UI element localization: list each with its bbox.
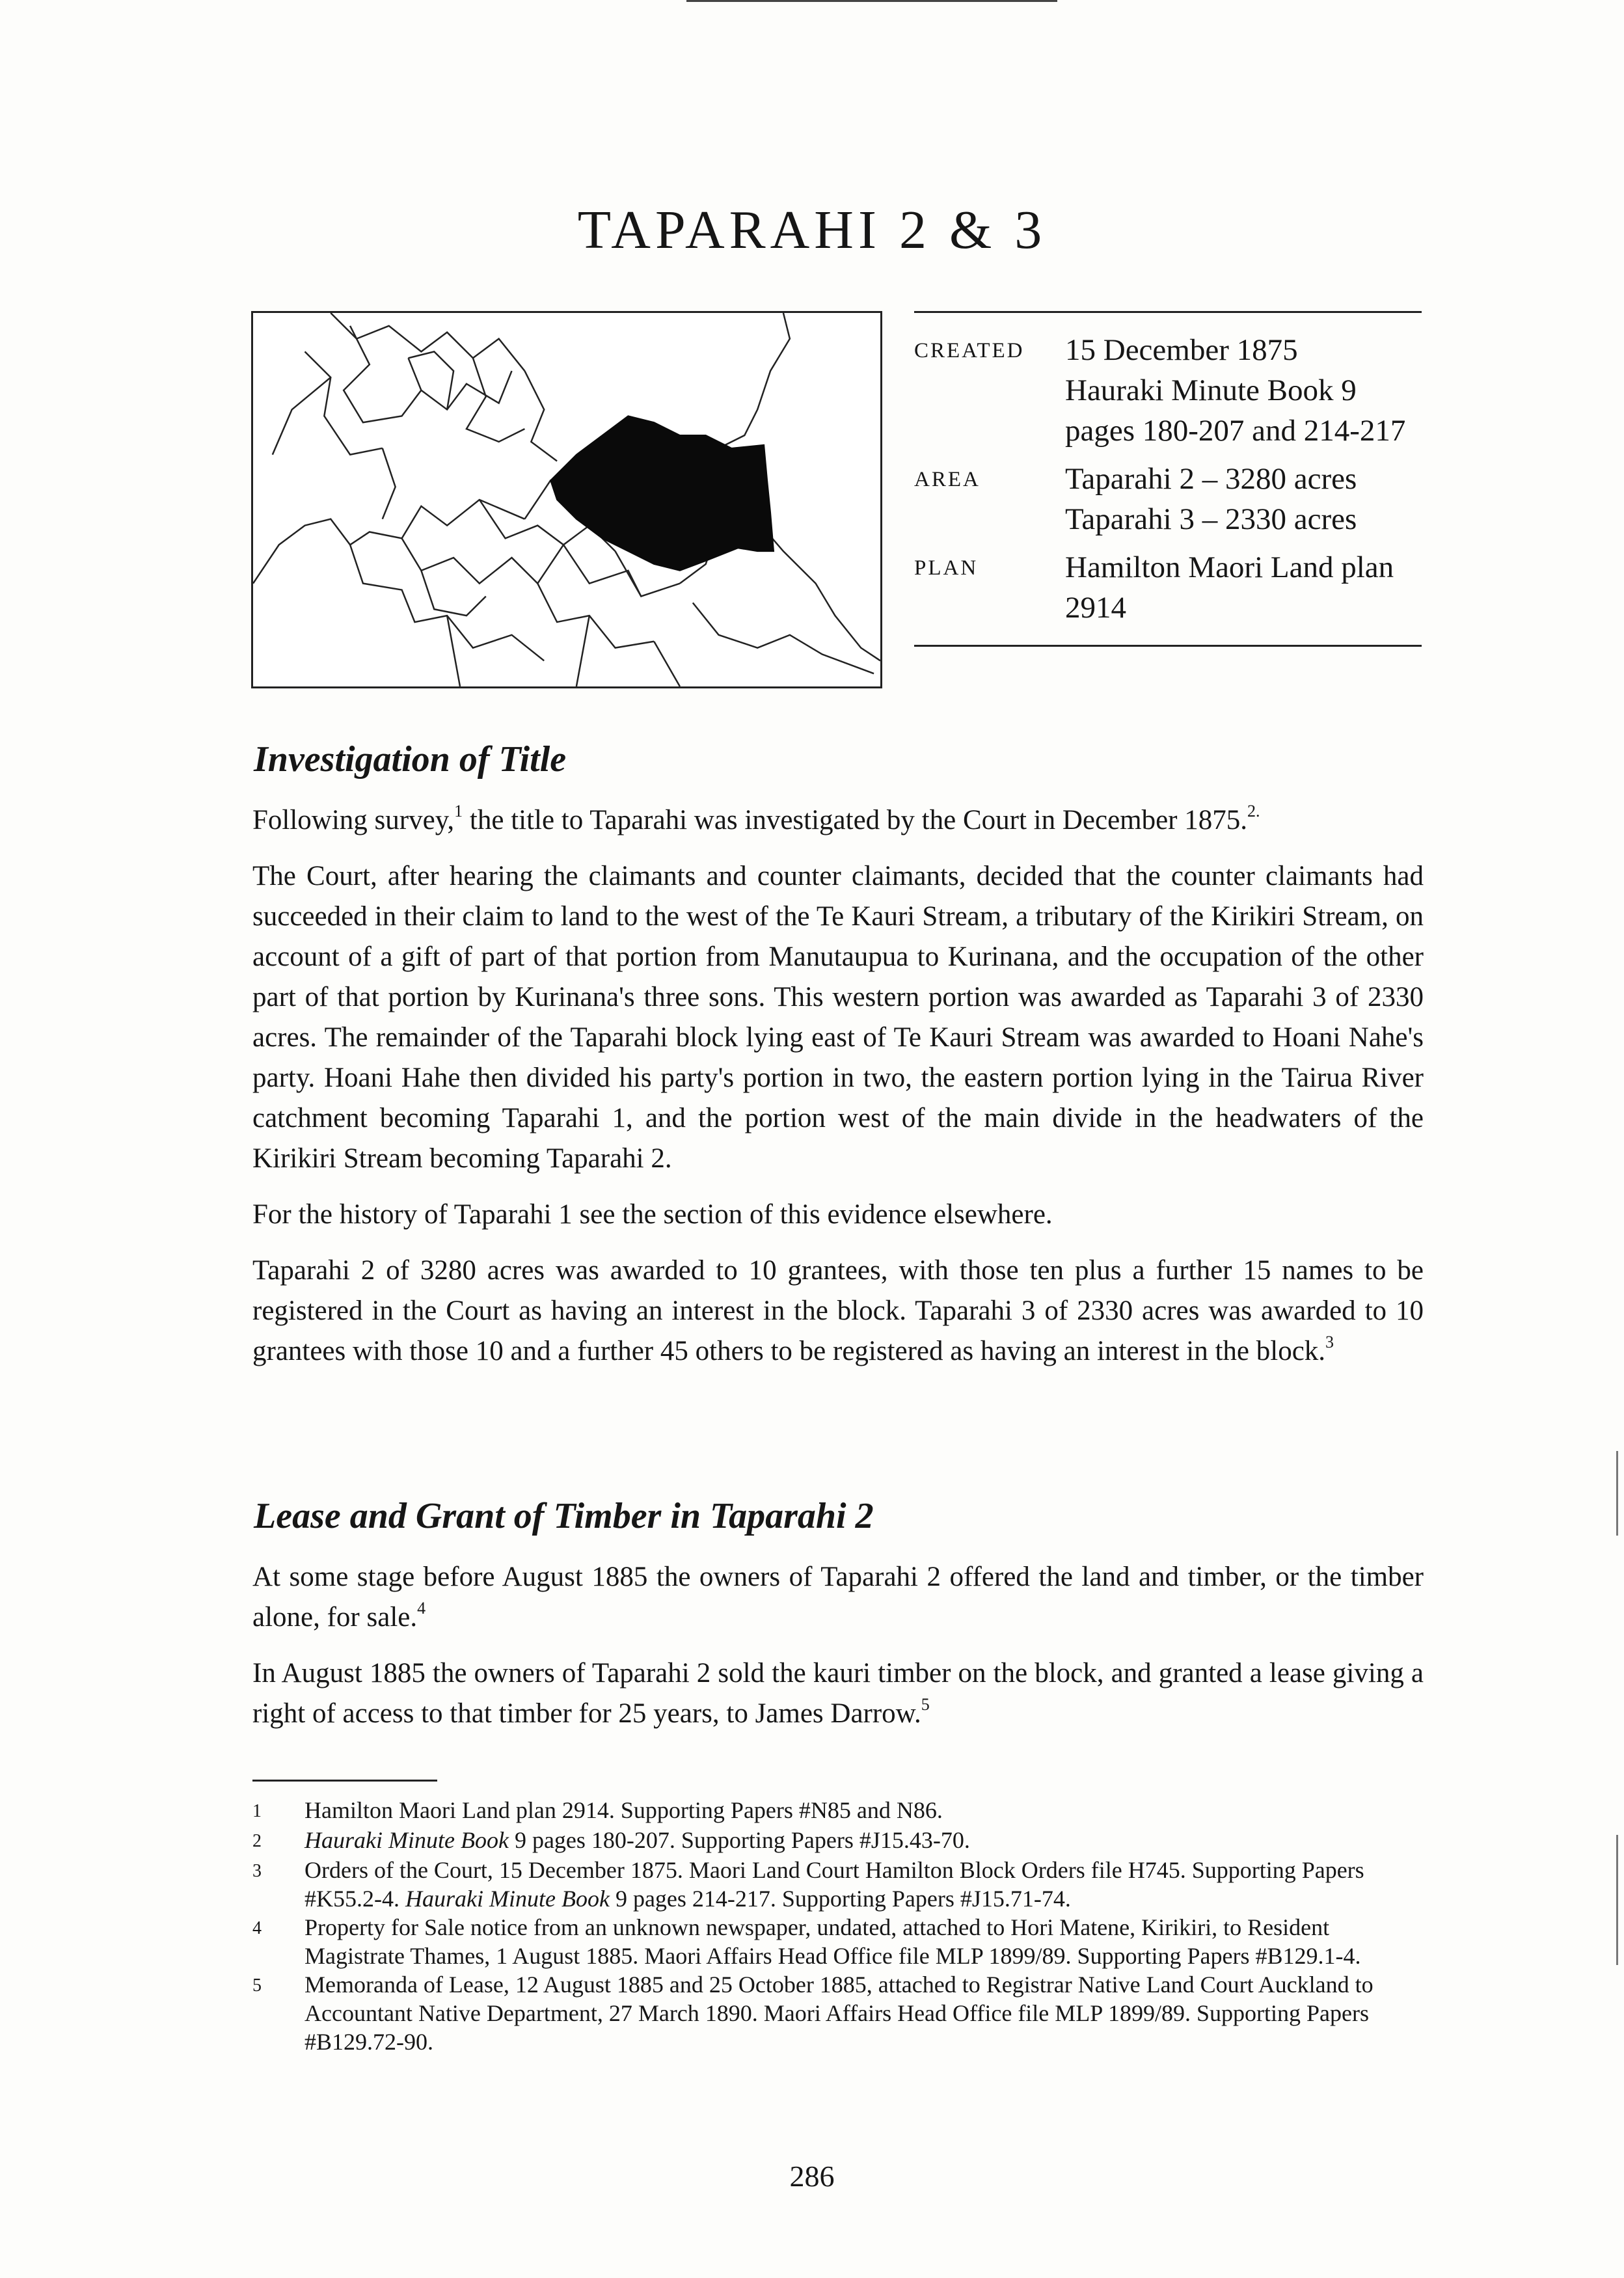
block-info-table <box>914 311 1422 647</box>
created-label: CREATED <box>914 339 1025 362</box>
lease-heading: Lease and Grant of Timber in Taparahi 2 <box>254 1496 874 1536</box>
map-boundary-line <box>344 326 421 422</box>
created-line: Hauraki Minute Book 9 <box>1065 373 1357 407</box>
map-boundary-line <box>524 371 557 461</box>
investigation-text <box>252 800 1424 1372</box>
area-line: Taparahi 2 – 3280 acres <box>1065 462 1357 496</box>
plan-label: PLAN <box>914 556 979 580</box>
footnote <box>252 1970 1424 2056</box>
scan-edge-mark <box>1616 1451 1618 1536</box>
paragraph-text: the title to Taparahi was investigated by the Court in December 1875. <box>463 805 1248 835</box>
paragraph: For the history of Taparahi 1 see the section of this evidence elsewhere. <box>252 1199 1053 1230</box>
paragraph-text: Following survey, <box>252 805 455 835</box>
footnote-number: 5 <box>252 1975 262 1996</box>
footnote-number: 3 <box>252 1861 262 1881</box>
created-value <box>1065 330 1422 451</box>
area-line: Taparahi 3 – 2330 acres <box>1065 502 1357 536</box>
lease-text <box>252 1557 1424 1734</box>
footnotes <box>252 1796 1424 2056</box>
footnote <box>252 1856 1424 1913</box>
paragraph: The Court, after hearing the claimants and counter claimants, decided that the counter claimants had succeeded in their claim to land to the west of the Te Kauri Stream, a tributary of the Kirikiri Stream, on account of a gift of part of that portion from Manutaupua to Kurinana, and the occupation of the other part of that portion by Kurinana's three sons. This western portion was awarded as Taparahi 3 of 2330 acres. The remainder of the Taparahi block lying east of Te Kauri Stream was awarded to Hoani Nahe's party. Hoani Hahe then divided his party's portion in two, the eastern portion lying in the Tairua River catchment becoming Taparahi 1, and the portion west of the main divide in the headwaters of the Kirikiri Stream becoming Taparahi 2. <box>252 861 1424 1174</box>
footnote-number: 2 <box>252 1831 262 1851</box>
footnote-ref: 2. <box>1247 801 1260 820</box>
footnote-text: Property for Sale notice from an unknown newspaper, undated, attached to Hori Matene, Kirikiri, to Resident Magistrate Thames, 1 August 1885. Maori Affairs Head Office file MLP 1899/89. Supporting Papers #B129.1-4. <box>304 1914 1361 1969</box>
footnote-number: 1 <box>252 1801 262 1821</box>
map-boundary-line <box>576 616 589 686</box>
info-row-plan <box>914 547 1422 628</box>
book-title: Hauraki Minute Book <box>304 1827 509 1853</box>
map-boundary-line <box>421 571 485 616</box>
info-row-area <box>914 459 1422 539</box>
area-value <box>1065 459 1422 539</box>
map-boundary-line <box>447 616 460 686</box>
map-boundary-line <box>537 584 654 648</box>
footnote-text <box>304 1826 1424 1856</box>
page-title: TAPARAHI 2 & 3 <box>577 200 1047 260</box>
map-boundary-line <box>305 351 383 454</box>
area-label: AREA <box>914 468 981 491</box>
paragraph-text: In August 1885 the owners of Taparahi 2 sold the kauri timber on the block, and granted a lease giving a right of access to that timber for 25 years, to James Darrow. <box>252 1658 1424 1729</box>
paragraph <box>252 1557 1424 1638</box>
map-boundary-line <box>421 371 511 409</box>
paragraph <box>252 800 1424 841</box>
plan-line: 2914 <box>1065 591 1126 625</box>
map-boundary-line <box>331 313 524 371</box>
top-rule <box>686 0 1057 2</box>
footnote-text: Memoranda of Lease, 12 August 1885 and 25 October 1885, attached to Registrar Native Land Court Auckland to Accountant Native Department, 27 March 1890. Maori Affairs Head Office file MLP 1899/89. Supporting Papers #B129.72-90. <box>304 1972 1374 2055</box>
map-boundary-line <box>693 313 790 448</box>
footnote <box>252 1913 1424 1970</box>
map-boundary-line <box>693 603 874 673</box>
book-title: Hauraki Minute Book <box>405 1886 610 1912</box>
map-boundary-line <box>350 545 544 660</box>
created-line: pages 180-207 and 214-217 <box>1065 414 1406 448</box>
footnote-number: 4 <box>252 1918 262 1938</box>
map-boundary-line <box>654 642 680 686</box>
footnote-text: Hamilton Maori Land plan 2914. Supporting Papers #N85 and N86. <box>304 1797 943 1823</box>
footnote-text-part: 9 pages 214-217. Supporting Papers #J15.71-74. <box>609 1886 1071 1912</box>
map-boundary-line <box>409 351 454 409</box>
footnote-ref: 3 <box>1325 1332 1334 1351</box>
map-boundary-line <box>402 538 563 583</box>
taparahi-block-shape <box>550 416 774 571</box>
block-location-map <box>251 311 882 688</box>
paragraph-text: At some stage before August 1885 the owners of Taparahi 2 offered the land and timber, or the timber alone, for sale. <box>252 1562 1424 1633</box>
map-boundary-line <box>273 377 331 455</box>
footnote-ref: 4 <box>417 1598 426 1618</box>
investigation-heading: Investigation of Title <box>254 739 567 780</box>
paragraph-text: Taparahi 2 of 3280 acres was awarded to 10 grantees, with those ten plus a further 15 names to be registered in the Court as having an interest in the block. Taparahi 3 of 2330 acres was awarded to 10 grantees with those 10 and a further 45 others to be registered as having an interest in the block. <box>252 1255 1424 1366</box>
footnote-ref: 1 <box>454 801 463 820</box>
paragraph <box>252 1251 1424 1372</box>
footnote-text-part: 9 pages 180-207. Supporting Papers #J15.43-70. <box>508 1827 970 1853</box>
plan-value <box>1065 547 1422 628</box>
info-row-created <box>914 330 1422 451</box>
footnote-ref: 5 <box>921 1694 930 1714</box>
footnote <box>252 1796 1424 1826</box>
scan-edge-mark <box>1616 1835 1618 1965</box>
map-drawing <box>253 313 880 686</box>
map-boundary-line <box>467 358 524 442</box>
map-boundary-line <box>253 500 524 584</box>
footnote-text-part: Orders of the Court, 15 December 1875. Maori Land Court Hamilton Block Orders file H745. Supporting Papers #K55.2-4. <box>304 1857 1364 1912</box>
plan-line: Hamilton Maori Land plan <box>1065 550 1394 584</box>
footnote <box>252 1826 1424 1856</box>
footnote-text <box>304 1856 1424 1913</box>
paragraph <box>252 1653 1424 1734</box>
map-boundary-line <box>383 448 396 519</box>
footnote-divider <box>252 1780 437 1782</box>
created-line: 15 December 1875 <box>1065 333 1298 367</box>
page-number: 286 <box>789 2160 835 2193</box>
